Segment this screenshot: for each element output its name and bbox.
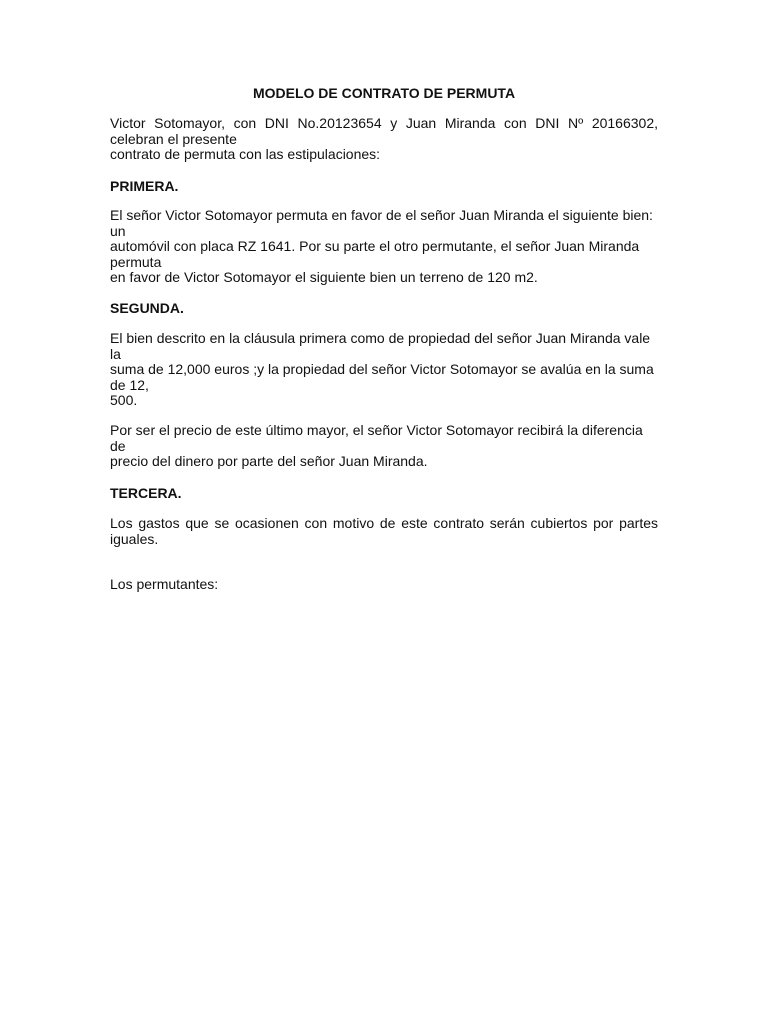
segunda-p1-line-4: de 12, — [110, 376, 149, 393]
segunda-p1-line-2: la — [110, 345, 121, 362]
primera-line-5: en favor de Victor Sotomayor el siguiente bien un terreno de 120 m2. — [110, 269, 538, 285]
segunda-p1-line-3: suma de 12,000 euros ;y la propiedad del señor Victor Sotomayor se avalúa en la suma — [110, 361, 654, 377]
closing-line: Los permutantes: — [110, 576, 219, 592]
primera-line-3: automóvil con placa RZ 1641. Por su parte el otro permutante, el señor Juan Miranda — [110, 238, 640, 254]
tercera-line-2: iguales. — [110, 530, 159, 547]
document-page — [110, 0, 658, 1024]
segunda-p2-line-3: precio del dinero por parte del señor Juan Miranda. — [110, 453, 428, 469]
document-title: MODELO DE CONTRATO DE PERMUTA — [252, 85, 516, 101]
segunda-p1-line-1: El bien descrito en la cláusula primera como de propiedad del señor Juan Miranda vale — [110, 330, 651, 346]
clause-tercera-heading: TERCERA. — [110, 485, 182, 501]
intro-paragraph — [110, 116, 658, 163]
clause-tercera-paragraph — [110, 516, 658, 547]
intro-line-3: contrato de permuta con las estipulaciones: — [110, 146, 381, 162]
clause-segunda-paragraph-1 — [110, 331, 658, 409]
clause-segunda-paragraph-2 — [110, 423, 658, 470]
segunda-p2-line-2: de — [110, 437, 126, 454]
primera-line-1: El señor Victor Sotomayor permuta en favor de el señor Juan Miranda el siguiente bien: — [110, 207, 653, 223]
segunda-p2-line-1: Por ser el precio de este último mayor, el señor Victor Sotomayor recibirá la diferencia — [110, 422, 643, 438]
segunda-p1-line-5: 500. — [110, 392, 138, 408]
primera-line-2: un — [110, 222, 126, 239]
clause-primera-paragraph — [110, 208, 658, 286]
clause-segunda-heading: SEGUNDA. — [110, 300, 184, 316]
tercera-line-1: Los gastos que se ocasionen con motivo de este contrato serán cubiertos por partes — [110, 515, 658, 531]
closing-signatories-label — [110, 577, 658, 593]
intro-line-1: Victor Sotomayor, con DNI No.20123654 y Juan Miranda con DNI Nº 20166302, — [110, 115, 658, 131]
intro-line-2: celebran el presente — [110, 130, 237, 147]
primera-line-4: permuta — [110, 253, 162, 270]
clause-primera-heading: PRIMERA. — [110, 178, 179, 194]
